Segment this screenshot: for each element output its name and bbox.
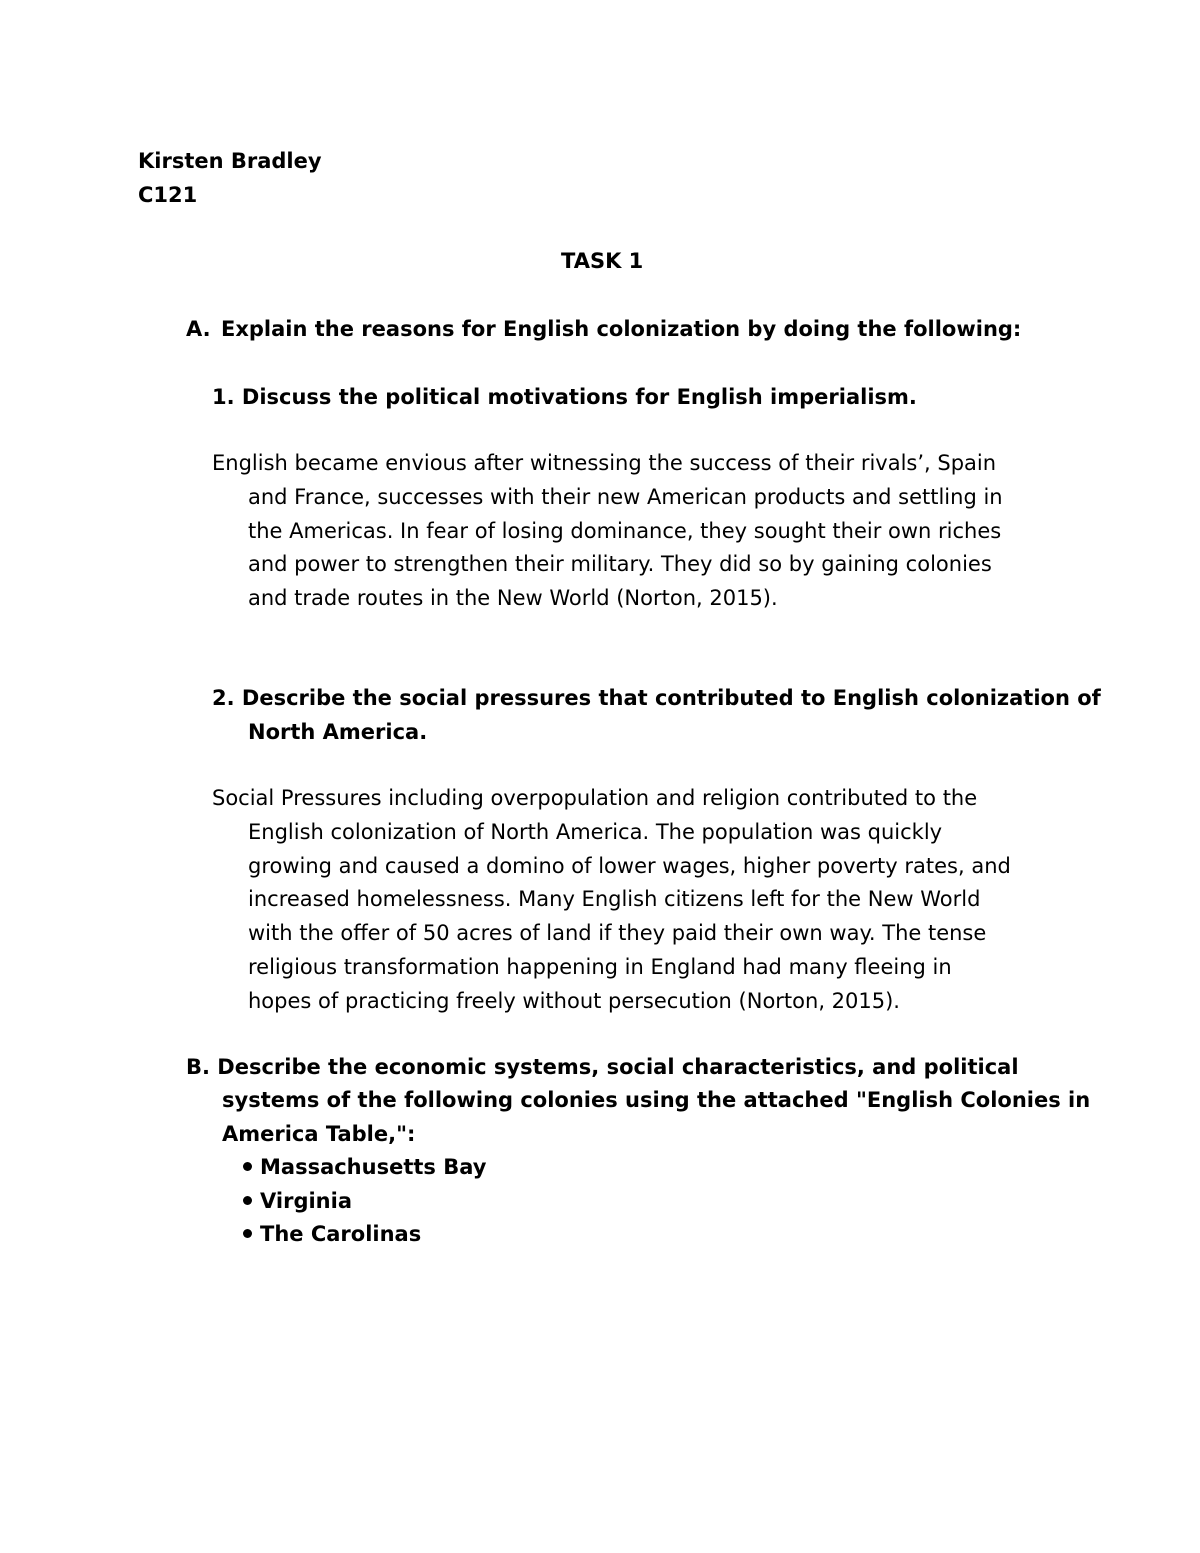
answer-2-line: with the offer of 50 acres of land if they paid their own way. The tense bbox=[248, 921, 987, 945]
bullet-text: Virginia bbox=[260, 1189, 352, 1213]
section-b-heading: systems of the following colonies using the attached "English Colonies in bbox=[222, 1088, 1091, 1112]
section-b-heading: B. Describe the economic systems, social characteristics, and political bbox=[186, 1055, 1019, 1079]
bullet-list-item bbox=[243, 1184, 352, 1218]
answer-1-line: and power to strengthen their military. They did so by gaining colonies bbox=[248, 552, 992, 576]
answer-2-line: increased homelessness. Many English citizens left for the New World bbox=[248, 887, 981, 911]
bullet-list-item bbox=[243, 1150, 486, 1184]
section-b-heading: America Table,": bbox=[222, 1122, 416, 1146]
section-a-heading: Explain the reasons for English colonization by doing the following: bbox=[221, 317, 1022, 341]
bullet-icon bbox=[243, 1229, 252, 1238]
answer-2-line: religious transformation happening in England had many fleeing in bbox=[248, 955, 952, 979]
bullet-text: Massachusetts Bay bbox=[260, 1155, 487, 1179]
document-title: TASK 1 bbox=[561, 249, 644, 273]
answer-2-line: Social Pressures including overpopulation and religion contributed to the bbox=[212, 786, 978, 810]
answer-1-line: and trade routes in the New World (Norton, 2015). bbox=[248, 586, 778, 610]
bullet-icon bbox=[243, 1162, 252, 1171]
bullet-text: The Carolinas bbox=[260, 1222, 422, 1246]
answer-1-line: the Americas. In fear of losing dominance, they sought their own riches bbox=[248, 519, 1002, 543]
question-2-heading: North America. bbox=[248, 720, 428, 744]
section-a-label: A. bbox=[186, 317, 211, 341]
bullet-list-item bbox=[243, 1217, 421, 1251]
answer-2-line: hopes of practicing freely without persecution (Norton, 2015). bbox=[248, 989, 900, 1013]
answer-2-line: growing and caused a domino of lower wages, higher poverty rates, and bbox=[248, 854, 1011, 878]
author-name: Kirsten Bradley bbox=[138, 149, 322, 173]
course-code: C121 bbox=[138, 183, 198, 207]
question-1-heading: 1. Discuss the political motivations for English imperialism. bbox=[212, 385, 917, 409]
question-2-heading: 2. Describe the social pressures that contributed to English colonization of bbox=[212, 686, 1101, 710]
answer-2-line: English colonization of North America. The population was quickly bbox=[248, 820, 943, 844]
answer-1-line: and France, successes with their new American products and settling in bbox=[248, 485, 1003, 509]
answer-1-line: English became envious after witnessing the success of their rivals’, Spain bbox=[212, 451, 997, 475]
bullet-icon bbox=[243, 1196, 252, 1205]
